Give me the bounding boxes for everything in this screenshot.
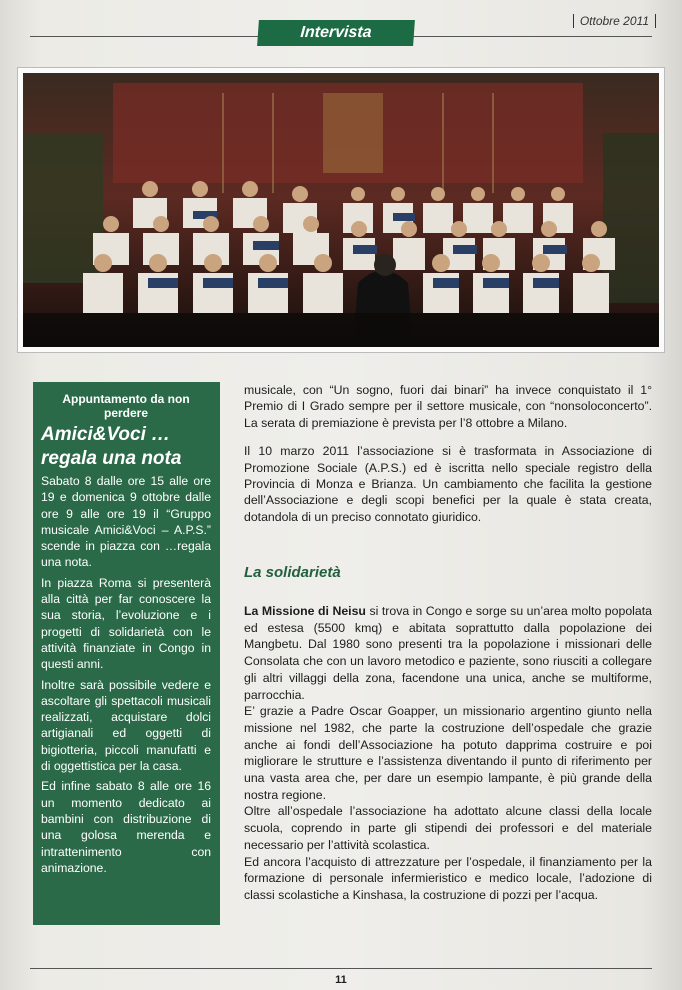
article-paragraph: musicale, con “Un sogno, fuori dai binari” ha invece conquistato il 1° Premio di I Grado sempre per il settore musicale, con “nonsoloconcerto”. La serata di premiazione è prevista per l’8 ottobre a Milano. <box>244 383 652 430</box>
event-sidebar <box>33 382 220 925</box>
sidebar-title-line2: regala una nota <box>41 448 182 469</box>
sidebar-title-line1: Amici&Voci … <box>41 424 171 445</box>
choir-photo-image <box>23 73 659 347</box>
article-paragraph: Oltre all’ospedale l’associazione ha adottato alcune classi della locale scuola, coprendo in parte gli stipendi dei professori e del materiale necessario per l’attività scolastica. <box>244 804 652 852</box>
sidebar-kicker: Appuntamento da non perdere <box>62 392 190 420</box>
issue-date: Ottobre 2011 <box>573 14 656 28</box>
footer-rule <box>30 968 652 969</box>
section-heading: La solidarietà <box>244 564 341 581</box>
article-paragraph: Ed ancora l’acquisto di attrezzature per l’ospedale, il finanziamento per la formazione di personale infermieristico e medico locale, l’adozione di classi scolastiche a Kinshasa, la costruzione di pozzi per l’acqua. <box>244 854 652 902</box>
sidebar-paragraph: Sabato 8 dalle ore 15 alle ore 19 e domenica 9 ottobre dalle ore 9 alle ore 19 il “Gruppo musicale Amici&Voci – A.P.S.” scende in piazza con …regala una nota. <box>41 474 211 570</box>
section-tab: Intervista <box>257 20 415 46</box>
article-body-top <box>244 382 652 537</box>
lead-bold: La Missione di Neisu <box>244 604 366 618</box>
page-number: 11 <box>335 974 347 986</box>
sidebar-paragraph: Inoltre sarà possibile vedere e ascoltare gli spettacoli musicali realizzati, acquistare dolci artigianali ed oggetti di bigiotteria, piccoli manufatti e di oggettistica per la casa. <box>41 677 211 774</box>
lead-text: si trova in Congo e sorge su un’area molto popolata ed estesa (5500 kmq) e abitata soprattutto dalla popolazione dei Mangbetu. Dal 1980 sono presenti tra la popolazione i missionari delle Consolata che con un lavoro metodico e paziente, sono riusciti a collegare gli altri villaggi della zona, facendone una unica, anche se multiforme, parrocchia. <box>244 604 652 702</box>
sidebar-paragraph: In piazza Roma si presenterà alla città per far conoscere la sua storia, l’evoluzione e i progetti di solidarietà con le attività finanziate in Congo in questi anni. <box>41 575 211 672</box>
article-body-bottom <box>244 603 652 904</box>
article-paragraph-lead <box>244 603 652 703</box>
choir-photo <box>18 68 664 352</box>
article-paragraph: Il 10 marzo 2011 l’associazione si è trasformata in Associazione di Promozione Sociale (A.P.S.) ed è iscritta nello speciale registro della Provincia di Monza e Brianza. Un cambiamento che facilita la gestione dell’Associazione e degli scopi benefici per la quale è stata creata, dotandola di un preciso connotato giuridico. <box>244 444 652 524</box>
sidebar-paragraph: Ed infine sabato 8 alle ore 16 un momento dedicato ai bambini con distribuzione di una golosa merenda e intrattenimento con animazione. <box>41 779 211 875</box>
article-paragraph: E’ grazie a Padre Oscar Goapper, un missionario argentino giunto nella missione nel 1982, che parte la costruzione dell’ospedale che grazie anche ai fondi dell’Associazione ha potuto dapprima costruire e poi migliorare le strutture e l’assistenza diventando il punto di riferimento per una vasta area che, per dare un esempio lampante, è più grande della nostra regione. <box>244 704 652 802</box>
